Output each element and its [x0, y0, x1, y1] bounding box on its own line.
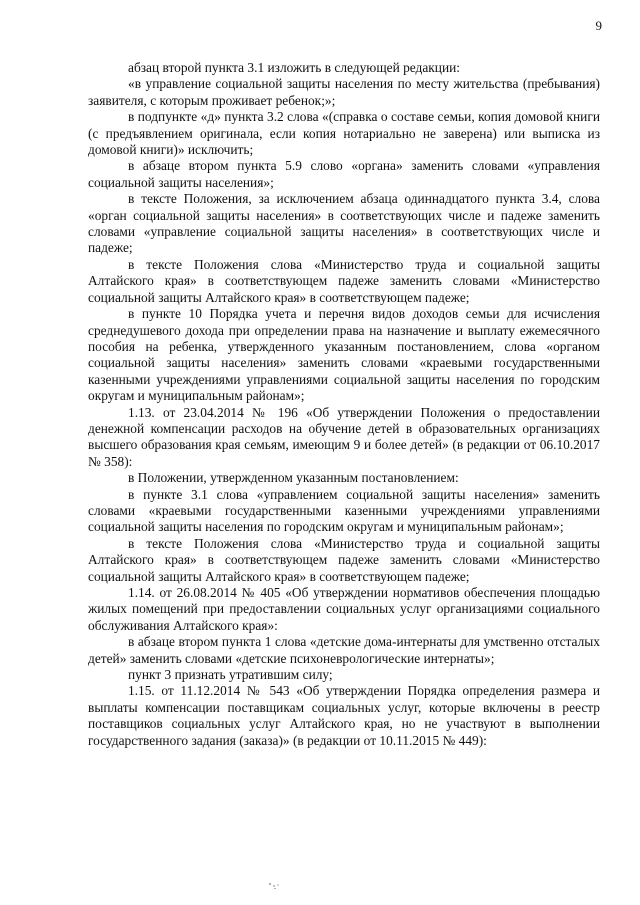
- paragraph: 1.13. от 23.04.2014 № 196 «Об утверждении Положения о предоставлении денежной компенсации расходов на обучение детей в образовательных организациях высшего образования края семьям, имеющим 9 и более детей» (в редакции от 06.10.2017 № 358):: [88, 404, 600, 469]
- paragraph: в пункте 3.1 слова «управлением социальной защиты населения» заменить словами «краевыми государственными казенными учреждениями управлениями социальной защиты населения по городским округам и муниципальным районам»;: [88, 486, 600, 535]
- paragraph: 1.14. от 26.08.2014 № 405 «Об утверждении нормативов обеспечения площадью жилых помещений при предоставлении социальных услуг организациями социального обслуживания Алтайского края»:: [88, 585, 600, 633]
- paragraph: в пункте 10 Порядка учета и перечня видов доходов семьи для исчисления среднедушевого дохода при определении права на назначение и выплату ежемесячного пособия на ребенка, утвержденного указанным постановлением, слова «органом социальной защиты населения» заменить словами «краевыми государственными казенными учреждениями управлениями социальной защиты населения по городским округам и муниципальным районам»;: [88, 306, 600, 404]
- paragraph: в тексте Положения слова «Министерство труда и социальной защиты Алтайского края» в соответствующем падеже заменить словами «Министерство социальной защиты Алтайского края» в соответствующем падеже;: [88, 256, 600, 305]
- paragraph: в тексте Положения, за исключением абзаца одиннадцатого пункта 3.4, слова «орган социальной защиты населения» в соответствующих числе и падеже заменить словами «управление социальной защиты населения» в соответствующих числе и падеже;: [88, 191, 600, 256]
- paragraph: «в управление социальной защиты населения по месту жительства (пребывания) заявителя, с которым проживает ребенок;»;: [88, 76, 600, 108]
- document-body: [88, 60, 600, 749]
- paragraph: 1.15. от 11.12.2014 № 543 «Об утверждении Порядка определения размера и выплаты компенсации поставщикам социальных услуг, которые включены в реестр поставщиков социальных услуг Алтайского края, но не участвуют в выполнении государственного задания (заказа)» (в редакции от 10.11.2015 № 449):: [88, 683, 600, 748]
- paragraph: в подпункте «д» пункта 3.2 слова «(справка о составе семьи, копия домовой книги (с предъявлением оригинала, если копия нотариально не заверена) или выписка из домовой книги)» исключить;: [88, 109, 600, 158]
- paragraph: в тексте Положения слова «Министерство труда и социальной защиты Алтайского края» в соответствующем падеже заменить словами «Министерство социальной защиты Алтайского края» в соответствующем падеже;: [88, 535, 600, 584]
- paragraph: пункт 3 признать утратившим силу;: [128, 667, 333, 683]
- page-number: 9: [595, 18, 602, 33]
- paragraph: в абзаце втором пункта 1 слова «детские дома-интернаты для умственно отсталых детей» заменить словами «детские психоневрологические интернаты»;: [88, 634, 600, 666]
- paragraph: в абзаце втором пункта 5.9 слово «органа» заменить словами «управления социальной защиты населения»;: [88, 158, 600, 190]
- scan-speck: [268, 882, 282, 890]
- paragraph: абзац второй пункта 3.1 изложить в следующей редакции:: [128, 60, 461, 75]
- paragraph: в Положении, утвержденном указанным постановлением:: [128, 470, 459, 486]
